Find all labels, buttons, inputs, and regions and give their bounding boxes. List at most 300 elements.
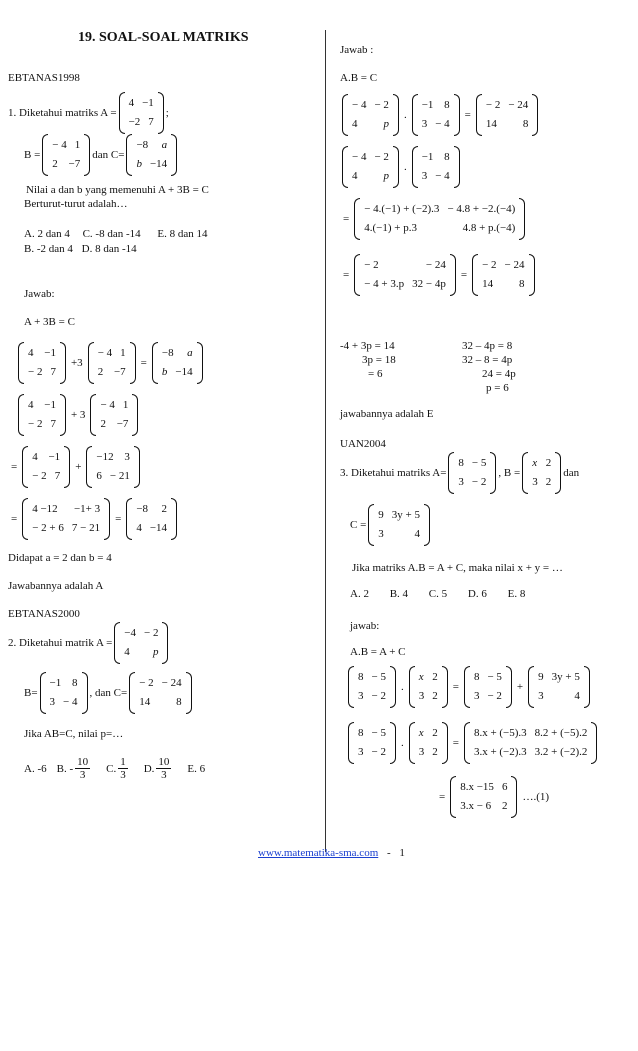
- matrix-cell: 1: [74, 139, 81, 151]
- matrix-cell: −14: [175, 366, 193, 378]
- denominator: 3: [120, 769, 126, 781]
- solve-left-2: 3p = 18: [362, 354, 396, 366]
- matrix-cell: p: [383, 170, 389, 182]
- operator: =: [439, 791, 446, 803]
- matrix-cell: 2: [52, 158, 58, 170]
- matrix-row: [454, 454, 490, 473]
- matrix-cell: 4: [28, 347, 34, 359]
- solve-left-1: -4 + 3p = 14: [340, 340, 395, 352]
- matrix-cell: 7: [148, 116, 154, 128]
- matrix-cell: 1: [120, 347, 126, 359]
- solve-right-2: 32 – 8 = 4p: [462, 354, 513, 366]
- matrix-row: [348, 96, 393, 115]
- matrix-cell: − 4: [63, 696, 78, 708]
- matrix-cell: −1: [421, 151, 434, 163]
- matrix: [88, 342, 136, 384]
- operator: =: [452, 737, 459, 749]
- fraction: [156, 756, 171, 781]
- operator: +: [75, 461, 82, 473]
- matrix-cell: 3: [538, 690, 544, 702]
- matrix: [412, 94, 460, 136]
- page-number: 1: [399, 847, 405, 859]
- matrix: [450, 776, 517, 818]
- label: C =: [350, 519, 367, 531]
- t-step-3: [436, 776, 552, 818]
- matrix-cell: 3.x − 6: [460, 800, 492, 812]
- matrix-row: [478, 275, 528, 294]
- matrix-row: [528, 473, 555, 492]
- matrix-cell: b: [136, 158, 142, 170]
- matrix-cell: − 24: [508, 99, 529, 111]
- q2-question: Jika AB=C, nilai p=…: [24, 728, 124, 740]
- matrix-cell: 8: [444, 99, 450, 111]
- r-step-2: [340, 146, 462, 188]
- matrix-cell: − 2: [139, 677, 154, 689]
- matrix-cell: 3: [378, 528, 384, 540]
- matrix-cell: − 4.8 + −2.(−4): [447, 203, 516, 215]
- matrix-cell: −2: [128, 116, 141, 128]
- q1-line-bc: [24, 134, 179, 176]
- operator: =: [140, 357, 147, 369]
- question-text: 3. Diketahui matriks A=: [340, 467, 447, 479]
- matrix-a: [114, 622, 168, 664]
- matrix-cell: 9: [378, 509, 384, 521]
- matrix-cell: − 4: [352, 99, 367, 111]
- matrix-row: [374, 525, 424, 544]
- matrix-cell: 4: [136, 522, 142, 534]
- matrix-cell: 9: [538, 671, 544, 683]
- matrix-row: [470, 743, 591, 762]
- matrix-cell: 8.x + (−5).3: [473, 727, 527, 739]
- option: D. 6: [467, 588, 487, 600]
- matrix-row: [92, 448, 133, 467]
- matrix-cell: − 2: [28, 418, 43, 430]
- matrix-cell: 1: [122, 399, 129, 411]
- question-text: 2. Diketahui matrik A =: [8, 637, 113, 649]
- matrix-cell: − 5: [371, 727, 386, 739]
- source-label: EBTANAS1998: [8, 72, 80, 84]
- matrix: [348, 722, 396, 764]
- matrix-cell: 3: [418, 746, 425, 758]
- matrix-cell: −8: [136, 503, 149, 515]
- t-step-2: [346, 722, 599, 764]
- matrix-cell: − 2: [371, 746, 386, 758]
- label: B=: [24, 687, 38, 699]
- matrix-row: [478, 256, 528, 275]
- matrix-cell: 8.x −15: [460, 781, 494, 793]
- matrix-b: [522, 452, 561, 494]
- fraction: [118, 756, 128, 781]
- matrix-row: [354, 724, 390, 743]
- matrix-cell: 4: [352, 170, 358, 182]
- numerator: 10: [77, 756, 89, 768]
- equation-tag: ….(1): [522, 791, 550, 803]
- matrix-cell: −7: [113, 366, 126, 378]
- matrix-row: [24, 396, 60, 415]
- matrix: [472, 254, 534, 296]
- matrix-cell: 3: [358, 690, 364, 702]
- matrix-cell: 4: [352, 118, 358, 130]
- matrix-cell: − 4: [435, 170, 450, 182]
- matrix-row: [354, 668, 390, 687]
- label: , dan C=: [89, 687, 128, 699]
- step-4: [8, 498, 179, 540]
- matrix-cell: 8: [458, 457, 464, 469]
- matrix-row: [24, 363, 60, 382]
- website-link[interactable]: www.matematika-sma.com: [258, 847, 379, 859]
- matrix-cell: x: [418, 727, 424, 739]
- matrix-cell: 3: [421, 118, 428, 130]
- matrix-row: [46, 674, 82, 693]
- option: A. 2 dan 4: [24, 228, 70, 240]
- option: C. -8 dan -14: [82, 228, 141, 240]
- matrix-cell: −1: [44, 399, 56, 411]
- separator: -: [387, 847, 391, 859]
- operator: =: [452, 681, 459, 693]
- matrix: [412, 146, 460, 188]
- matrix-cell: − 4: [52, 139, 67, 151]
- matrix-cell: 4.(−1) + p.3: [364, 222, 417, 234]
- matrix-cell: 4 −12: [32, 503, 58, 515]
- matrix-cell: 2: [545, 457, 552, 469]
- matrix-row: [470, 724, 591, 743]
- matrix-row: [470, 668, 506, 687]
- matrix-cell: −7: [68, 158, 81, 170]
- matrix-cell: 32 − 4p: [412, 278, 446, 290]
- matrix-cell: −1: [49, 677, 62, 689]
- fraction: [75, 756, 90, 781]
- matrix: [18, 342, 66, 384]
- matrix-row: [415, 668, 442, 687]
- matrix-row: [94, 363, 130, 382]
- matrix-cell: 7 − 21: [71, 522, 101, 534]
- solve-right-1: 32 – 4p = 8: [462, 340, 513, 352]
- matrix-cell: −7: [116, 418, 129, 430]
- matrix-cell: 7: [50, 418, 56, 430]
- option: E. 8 dan 14: [157, 228, 208, 240]
- matrix-row: [348, 148, 393, 167]
- matrix: [152, 342, 203, 384]
- operator: =: [460, 269, 468, 281]
- numerator: 10: [158, 756, 170, 768]
- option: C.: [106, 762, 117, 775]
- matrix-cell: 3y + 5: [551, 671, 580, 683]
- matrix: [18, 394, 66, 436]
- matrix-cell: 3: [358, 746, 364, 758]
- page-title: 19. SOAL-SOAL MATRIKS: [78, 30, 249, 45]
- r-step-1: [340, 94, 540, 136]
- matrix-cell: 8: [176, 696, 182, 708]
- matrix: [354, 198, 525, 240]
- matrix: [22, 498, 110, 540]
- source-label: EBTANAS2000: [8, 608, 80, 620]
- denominator: 3: [161, 769, 167, 781]
- matrix-row: [135, 674, 185, 693]
- matrix-row: [418, 148, 454, 167]
- operator: =: [343, 213, 350, 225]
- operator: +3: [70, 357, 83, 369]
- matrix-c: [126, 134, 177, 176]
- matrix-cell: −1: [421, 99, 434, 111]
- label: B =: [24, 149, 41, 161]
- matrix: [528, 666, 590, 708]
- matrix-row: [374, 506, 424, 525]
- matrix-cell: 3: [458, 476, 464, 488]
- matrix-cell: x: [418, 671, 424, 683]
- matrix-row: [120, 643, 162, 662]
- matrix: [464, 666, 512, 708]
- matrix-cell: − 2: [364, 259, 379, 271]
- matrix: [348, 666, 396, 708]
- operator: =: [464, 109, 471, 121]
- matrix-row: [354, 687, 390, 706]
- operator: + 3: [70, 409, 86, 421]
- matrix-b: [42, 134, 90, 176]
- matrix-cell: − 4: [97, 347, 113, 359]
- matrix: [476, 94, 538, 136]
- matrix-cell: −8: [136, 139, 149, 151]
- matrix-row: [94, 344, 130, 363]
- matrix-row: [456, 778, 511, 797]
- matrix-row: [96, 415, 132, 434]
- matrix-cell: 3: [421, 170, 428, 182]
- matrix-row: [92, 467, 133, 486]
- operator: .: [400, 737, 404, 749]
- matrix-a: [448, 452, 496, 494]
- solve-left-3: = 6: [368, 368, 383, 380]
- matrix-row: [125, 113, 158, 132]
- step-1: [16, 342, 205, 384]
- page-footer: [258, 847, 405, 859]
- jawab-label: Jawab :: [340, 44, 374, 56]
- matrix-cell: − 4 + 3.p: [364, 278, 405, 290]
- matrix-cell: 8: [519, 278, 525, 290]
- matrix: [342, 146, 399, 188]
- matrix-cell: − 5: [471, 457, 487, 469]
- matrix-cell: 8: [473, 671, 480, 683]
- matrix-cell: a: [187, 347, 193, 359]
- matrix-cell: 8: [358, 727, 364, 739]
- matrix-cell: −8: [161, 347, 174, 359]
- matrix-cell: 2: [545, 476, 552, 488]
- matrix-cell: p: [383, 118, 389, 130]
- step-3: [8, 446, 142, 488]
- matrix-row: [348, 115, 393, 134]
- matrix-c: [129, 672, 191, 714]
- q3-line-ab: [340, 452, 579, 494]
- matrix-row: [120, 624, 162, 643]
- matrix-cell: 2: [100, 418, 106, 430]
- matrix-cell: − 5: [371, 671, 386, 683]
- matrix-row: [24, 415, 60, 434]
- operator: =: [11, 513, 18, 525]
- matrix-row: [415, 687, 442, 706]
- q1-options-row2: [24, 243, 137, 255]
- label: dan C=: [92, 149, 125, 161]
- matrix-cell: 6: [96, 470, 102, 482]
- matrix-cell: 3: [124, 451, 130, 463]
- matrix-cell: −12: [96, 451, 114, 463]
- q3-line-c: [350, 504, 432, 546]
- question-text: 1. Diketahui matriks A =: [8, 107, 117, 119]
- matrix-cell: 4: [28, 399, 34, 411]
- matrix-row: [360, 219, 519, 238]
- matrix-row: [125, 94, 158, 113]
- matrix: [342, 94, 399, 136]
- equation: A + 3B = C: [24, 316, 75, 328]
- matrix-cell: x: [532, 457, 538, 469]
- option: E. 6: [187, 762, 206, 775]
- matrix-cell: 8: [522, 118, 529, 130]
- matrix-a: [119, 92, 164, 134]
- matrix: [409, 722, 448, 764]
- matrix-row: [415, 724, 442, 743]
- option: A. -6: [24, 762, 47, 775]
- q1-options-row1: [24, 228, 207, 240]
- q3-options: [350, 588, 525, 600]
- matrix-cell: − 2: [144, 627, 159, 639]
- matrix-cell: 4: [124, 646, 130, 658]
- matrix-row: [46, 693, 82, 712]
- matrix-cell: b: [161, 366, 168, 378]
- matrix-cell: 3: [418, 690, 425, 702]
- matrix-cell: −1: [142, 97, 154, 109]
- q1-question-2: Berturut-turut adalah…: [24, 198, 128, 210]
- matrix-cell: − 4.(−1) + (−2).3: [364, 203, 440, 215]
- option: C. 5: [428, 588, 448, 600]
- q3-question: Jika matriks A.B = A + C, maka nilai x + y = …: [352, 562, 563, 574]
- matrix-cell: 2: [161, 503, 168, 515]
- t-step-1: [346, 666, 592, 708]
- label: dan: [563, 467, 580, 479]
- matrix-row: [132, 155, 171, 174]
- matrix-cell: 4.8 + p.(−4): [462, 222, 516, 234]
- matrix: [126, 498, 177, 540]
- column-divider: [325, 30, 326, 852]
- matrix-row: [28, 500, 104, 519]
- matrix-cell: a: [161, 139, 168, 151]
- matrix-row: [28, 467, 64, 486]
- matrix: [90, 394, 138, 436]
- matrix-cell: 8: [358, 671, 364, 683]
- solve-right-4: p = 6: [486, 382, 509, 394]
- matrix-cell: 2: [432, 690, 438, 702]
- matrix-cell: − 2: [374, 99, 389, 111]
- step-2: [16, 394, 140, 436]
- operator: +: [516, 681, 524, 693]
- jawab-label: Jawab:: [24, 288, 55, 300]
- matrix-cell: 14: [139, 696, 151, 708]
- matrix-row: [132, 136, 171, 155]
- matrix-cell: −1+ 3: [73, 503, 101, 515]
- source-label: UAN2004: [340, 438, 386, 450]
- operator: .: [403, 109, 407, 121]
- matrix: [409, 666, 448, 708]
- operator: =: [115, 513, 122, 525]
- matrix-row: [456, 797, 511, 816]
- r-step-3: [340, 198, 527, 240]
- matrix-row: [470, 687, 506, 706]
- matrix-row: [158, 363, 197, 382]
- matrix-cell: 14: [482, 278, 494, 290]
- numerator: 1: [120, 756, 126, 768]
- option: E. 8: [507, 588, 526, 600]
- matrix-c: [368, 504, 430, 546]
- matrix-cell: − 2 + 6: [32, 522, 64, 534]
- q2-line-bc: [24, 672, 194, 714]
- matrix-cell: −1: [48, 451, 61, 463]
- matrix-cell: −14: [149, 522, 168, 534]
- matrix-cell: − 24: [504, 259, 525, 271]
- matrix-row: [482, 96, 532, 115]
- matrix-row: [28, 448, 64, 467]
- matrix-row: [482, 115, 532, 134]
- option: A. 2: [350, 588, 369, 600]
- matrix-cell: − 4: [352, 151, 367, 163]
- matrix-row: [360, 256, 450, 275]
- matrix: [354, 254, 456, 296]
- matrix-cell: 2: [432, 727, 438, 739]
- matrix-cell: − 24: [425, 259, 446, 271]
- matrix-cell: 3: [473, 690, 480, 702]
- matrix-cell: −1: [44, 347, 56, 359]
- matrix: [22, 446, 70, 488]
- operator: .: [400, 681, 404, 693]
- matrix-row: [132, 519, 171, 538]
- matrix-cell: 2: [501, 800, 508, 812]
- matrix-row: [415, 743, 442, 762]
- matrix-row: [354, 743, 390, 762]
- q1-line-a: [8, 92, 169, 134]
- matrix-cell: 4: [574, 690, 580, 702]
- jawab-label: jawab:: [350, 620, 380, 632]
- matrix-cell: − 2: [487, 690, 502, 702]
- matrix-row: [132, 500, 171, 519]
- matrix-cell: 2: [432, 671, 438, 683]
- matrix-cell: 4: [128, 97, 135, 109]
- matrix-cell: − 2: [471, 476, 487, 488]
- matrix-cell: 7: [54, 470, 61, 482]
- q2-line-a: [8, 622, 170, 664]
- matrix-cell: − 2: [374, 151, 389, 163]
- matrix-cell: − 21: [109, 470, 130, 482]
- matrix-row: [528, 454, 555, 473]
- matrix-row: [534, 687, 584, 706]
- matrix-cell: 8.2 + (−5).2: [534, 727, 588, 739]
- matrix-row: [360, 200, 519, 219]
- option: B. 4: [389, 588, 409, 600]
- matrix-cell: 2: [97, 366, 104, 378]
- matrix-row: [348, 167, 393, 186]
- matrix-cell: −4: [124, 627, 136, 639]
- option: B. -2 dan 4: [24, 243, 73, 255]
- matrix-cell: 2: [432, 746, 438, 758]
- matrix-cell: − 2: [482, 259, 497, 271]
- matrix-row: [28, 519, 104, 538]
- matrix-cell: − 2: [485, 99, 501, 111]
- matrix-cell: −14: [149, 158, 168, 170]
- matrix-cell: 3: [532, 476, 538, 488]
- matrix-cell: p: [152, 646, 159, 658]
- matrix-cell: 4: [32, 451, 38, 463]
- matrix-cell: − 5: [487, 671, 502, 683]
- matrix-cell: 3y + 5: [391, 509, 421, 521]
- matrix: [86, 446, 139, 488]
- matrix-cell: 8: [72, 677, 78, 689]
- matrix-row: [24, 344, 60, 363]
- option: D.: [143, 762, 155, 775]
- matrix-row: [158, 344, 197, 363]
